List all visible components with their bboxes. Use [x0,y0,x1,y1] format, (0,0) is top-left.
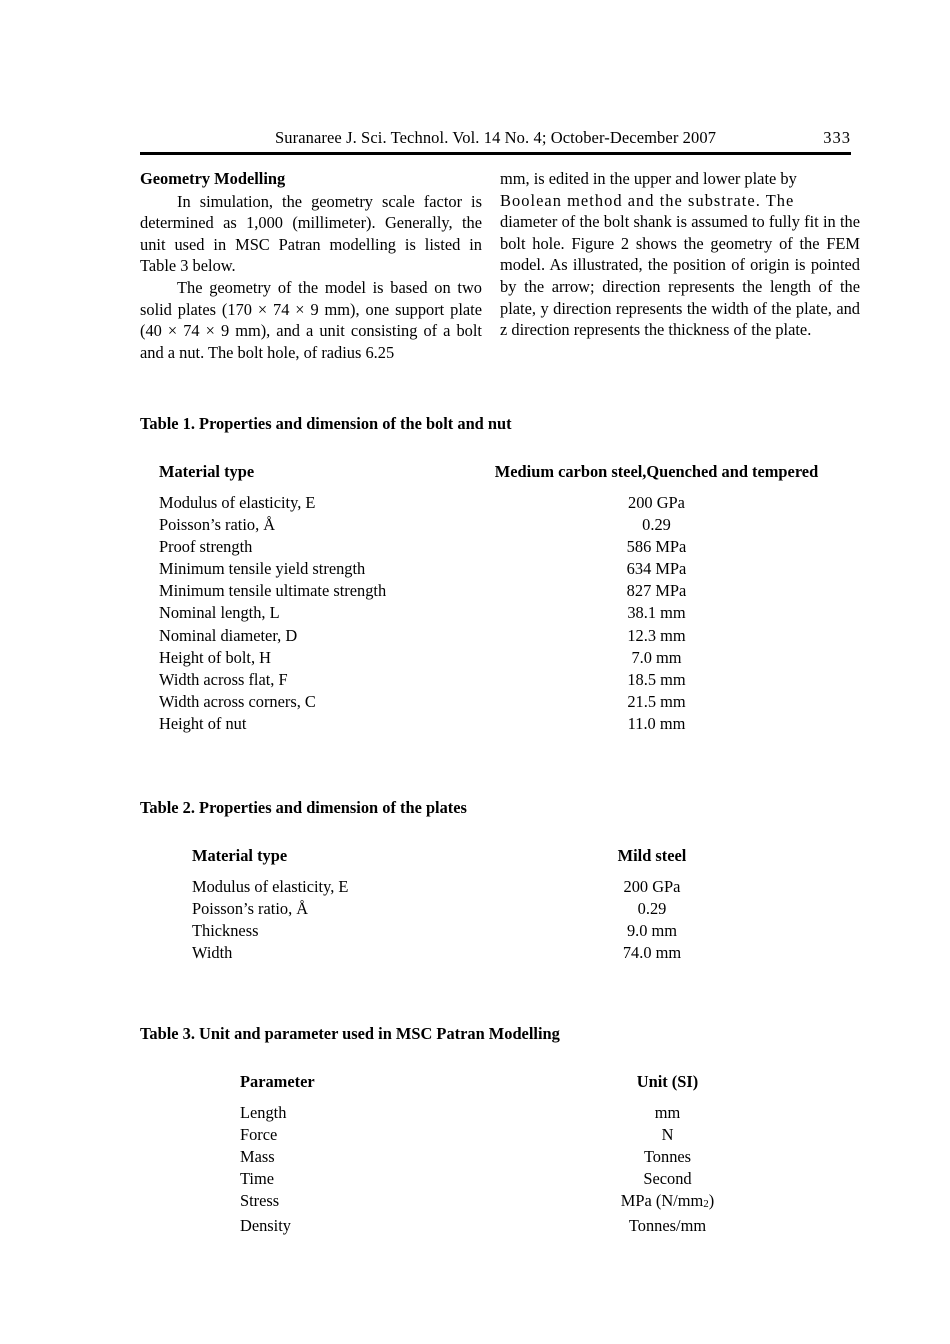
table-2-header-row [192,845,782,867]
table-1-row-0-label: Modulus of elasticity, E [159,493,316,512]
paragraph-boolean-line: Boolean method and the substrate. The [500,190,795,210]
section-heading: Geometry Modelling [140,169,286,188]
table-2-row-2-label: Thickness [192,921,259,941]
journal-citation: Suranaree J. Sci. Technol. Vol. 14 No. 4; October-December 2007 [275,128,717,147]
table-row [159,669,834,691]
paragraph-bolt-hole-line1: mm, is edited in the upper and lower plate by [500,169,797,188]
table-2 [192,845,782,964]
table-1-header-row [159,461,834,483]
table-row [159,536,834,558]
body-columns [140,168,860,363]
table-row [240,1124,780,1146]
table-2-block [140,798,851,964]
table-1-caption: Table 1. Properties and dimension of the bolt and nut [140,414,512,433]
table-2-spacer [192,867,782,876]
table-1-row-8-value: 18.5 mm [627,669,686,689]
table-2-row-3-value: 74.0 mm [622,943,682,963]
table-row [240,1146,780,1168]
table-2-col-header-0: Material type [192,846,288,865]
table-1-row-3-value: 634 MPa [626,559,687,579]
table-1-row-7-value: 7.0 mm [631,647,682,667]
table-row [192,942,782,964]
table-row [159,492,834,514]
table-3-row-5-value: Tonnes/mm [628,1216,707,1236]
table-1-row-6-value: 12.3 mm [627,625,686,645]
table-1-row-5-value: 38.1 mm [627,603,686,623]
table-3-row-2-label: Mass [240,1147,275,1167]
left-column [140,168,500,363]
table-row [159,691,834,713]
table-row [159,514,834,536]
table-3-caption: Table 3. Unit and parameter used in MSC Patran Modelling [140,1024,560,1043]
table-row [159,602,834,624]
table-1-col-header-0: Material type [159,462,255,481]
table-1-row-9-value: 21.5 mm [627,691,686,711]
table-1-row-2-label: Proof strength [159,537,253,557]
table-1-row-4-label: Minimum tensile ultimate strength [159,581,387,601]
table-1-row-0-value: 200 GPa [628,493,685,512]
table-3-row-4-label: Stress [240,1191,280,1211]
table-3-row-1-label: Force [240,1125,278,1145]
table-1-row-1-label: Poisson’s ratio, Å [159,515,276,535]
table-1-row-3-label: Minimum tensile yield strength [159,559,366,579]
table-1-row-10-label: Height of nut [159,713,247,733]
paragraph-fem-model: diameter of the bolt shank is assumed to fully fit in the bolt hole. Figure 2 shows the geometry of the FEM model. As illustrated, the position of origin is pointed by the arrow; direction represents the length of the plate, y direction represents the width of the plate, and z direction represents the thickness of the plate. [500,212,860,340]
table-3-col-header-1: Unit (SI) [636,1072,699,1091]
table-3-col-header-0: Parameter [240,1072,315,1091]
table-1 [159,461,834,735]
table-row [159,713,834,735]
table-row [240,1215,780,1237]
table-1-col-header-1: Medium carbon steel,Quenched and tempered [494,462,819,481]
table-3 [240,1071,780,1238]
table-row [192,920,782,942]
table-1-row-1-value: 0.29 [642,515,671,535]
table-1-row-7-label: Height of bolt, H [159,647,271,667]
table-3-header-row [240,1071,780,1093]
table-2-row-0-label: Modulus of elasticity, E [192,877,349,896]
table-1-spacer [159,483,834,492]
table-2-row-1-value: 0.29 [637,899,667,919]
right-column [500,168,860,363]
table-3-row-3-label: Time [240,1169,275,1189]
table-1-row-9-label: Width across corners, C [159,691,316,711]
table-1-row-4-value: 827 MPa [626,581,687,601]
table-1-row-8-label: Width across flat, F [159,669,288,689]
table-2-caption: Table 2. Properties and dimension of the plates [140,798,467,817]
page-number: 333 [823,128,851,147]
table-3-row-4-value: MPa (N/mm2) [620,1191,715,1211]
table-3-spacer [240,1093,780,1102]
header-rule [140,152,851,155]
running-head [140,128,851,148]
table-1-block [140,414,851,735]
table-1-row-5-label: Nominal length, L [159,603,280,623]
table-2-row-2-value: 9.0 mm [626,921,678,941]
table-row [159,580,834,602]
stress-unit-exponent: 2 [703,1198,709,1211]
table-row [192,876,782,898]
table-3-row-0-label: Length [240,1103,287,1122]
table-row [240,1168,780,1190]
table-row [240,1190,780,1215]
table-3-row-5-label: Density [240,1216,291,1236]
table-row [240,1102,780,1124]
table-3-row-2-value: Tonnes [643,1147,692,1167]
table-1-row-6-label: Nominal diameter, D [159,625,298,645]
table-3-row-1-value: N [661,1125,674,1145]
table-2-row-0-value: 200 GPa [623,877,681,896]
table-row [159,647,834,669]
table-3-row-0-value: mm [654,1103,681,1122]
table-1-row-10-value: 11.0 mm [627,713,686,733]
table-row [159,558,834,580]
table-1-row-2-value: 586 MPa [626,537,687,557]
table-row [192,898,782,920]
paragraph-geometry: The geometry of the model is based on two solid plates (170 × 74 × 9 mm), one support plate (40 × 74 × 9 mm), and a unit consisting of a bolt and a nut. The bolt hole, of radius 6.25 [140,277,482,362]
table-row [159,625,834,647]
table-2-row-3-label: Width [192,943,233,963]
table-3-block [140,1024,851,1238]
table-2-row-1-label: Poisson’s ratio, Å [192,899,309,919]
paragraph-scale-factor: In simulation, the geometry scale factor is determined as 1,000 (millimeter). Generally, the unit used in MSC Patran modelling is listed in Table 3 below. [140,191,482,276]
table-2-col-header-1: Mild steel [617,846,687,865]
table-3-row-3-value: Second [643,1169,692,1189]
